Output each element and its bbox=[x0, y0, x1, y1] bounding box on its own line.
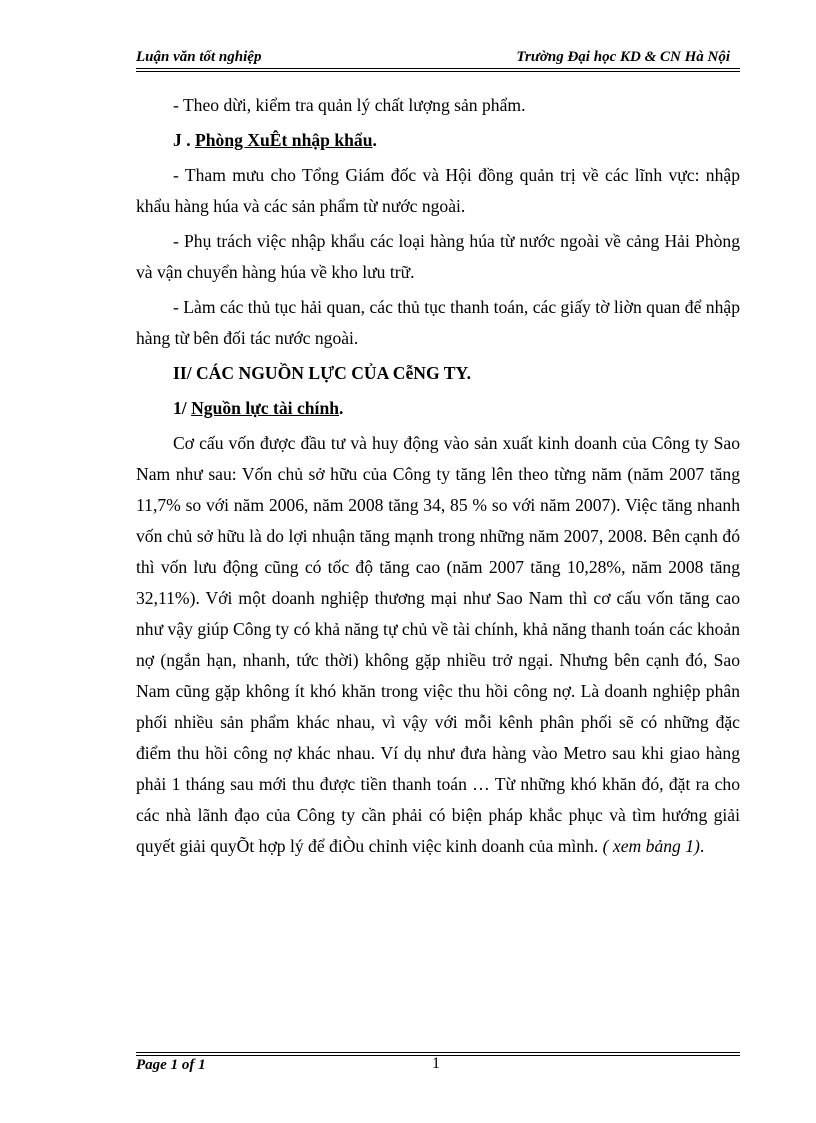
subsection-heading-prefix: 1/ bbox=[173, 398, 192, 418]
section-heading-title: Phòng XuÊt nhập khẩu bbox=[195, 130, 373, 150]
section-heading-suffix: . bbox=[372, 130, 377, 150]
paragraph-customs: - Làm các thủ tục hải quan, các thủ tục thanh toán, các giấy tờ liờn quan để nhập hàng từ bên đối tác nước ngoài. bbox=[136, 297, 740, 348]
paragraph-end-period: . bbox=[699, 836, 705, 856]
header-rule bbox=[136, 71, 740, 72]
section-heading-resources: II/ CÁC NGUỒN LỰC CỦA CễNG TY. bbox=[173, 363, 471, 383]
section-heading-prefix: J . bbox=[173, 130, 195, 150]
subsection-heading-suffix: . bbox=[339, 398, 344, 418]
footer-page-info: Page 1 of 1 bbox=[136, 1057, 206, 1073]
paragraph-advise: - Tham mưu cho Tổng Giám đốc và Hội đồng quản trị về các lĩnh vực: nhập khẩu hàng húa và các sản phẩm từ nước ngoài. bbox=[136, 165, 740, 216]
paragraph-quality-control: - Theo dừi, kiểm tra quản lý chất lượng sản phẩm. bbox=[173, 95, 526, 115]
header-thesis-title: Luận văn tốt nghiệp bbox=[136, 49, 262, 65]
footer-page-number: 1 bbox=[432, 1055, 440, 1072]
paragraph-capital-text: Cơ cấu vốn được đầu tư và huy động vào sản xuất kinh doanh của Công ty Sao Nam như sau: Vốn chủ sở hữu của Công ty tăng lên theo từng năm (năm 2007 tăng 11,7% so với năm 2006, năm 2008 tăng 34, 85 % so với năm 2007). Việc tăng nhanh vốn chủ sở hữu là do lợi nhuận tăng mạnh trong những năm 2007, 2008. Bên cạnh đó thì vốn lưu động cũng có tốc độ tăng cao (năm 2007 tăng 10,28%, năm 2008 tăng 32,11%). Với một doanh nghiệp thương mại như Sao Nam thì cơ cấu vốn tăng cao như vậy giúp Công ty có khả năng tự chủ về tài chính, khả năng thanh toán các khoản nợ (ngắn hạn, nhanh, tức thời) không gặp nhiều trở ngại. Nhưng bên cạnh đó, Sao Nam cũng gặp không ít khó khăn trong việc thu hồi công nợ. Là doanh nghiệp phân phối nhiều sản phẩm khác nhau, vì vậy với mỗi kênh phân phối sẽ có những đặc điểm thu hồi công nợ khác nhau. Ví dụ như đưa hàng vào Metro sau khi giao hàng phải 1 tháng sau mới thu được tiền thanh toán … Từ những khó khăn đó, đặt ra cho các nhà lãnh đạo của Công ty cần phải có biện pháp khắc phục và tìm hướng giải quyết giải quyÕt hợp lý để điÒu chỉnh việc kinh doanh của mình. bbox=[136, 433, 740, 856]
subsection-heading-title: Nguồn lực tài chính bbox=[191, 398, 340, 418]
table-reference: ( xem bảng 1) bbox=[602, 836, 700, 856]
section-heading-import-export bbox=[136, 125, 740, 156]
footer-rule bbox=[136, 1052, 740, 1053]
page-header bbox=[136, 47, 740, 69]
document-body bbox=[136, 90, 740, 862]
paragraph-capital-structure bbox=[136, 428, 740, 862]
header-rule bbox=[136, 68, 740, 69]
subsection-heading-finance bbox=[136, 393, 740, 424]
header-university-name: Trường Đại học KD & CN Hà Nội bbox=[516, 49, 730, 65]
paragraph-import-responsibility: - Phụ trách việc nhập khẩu các loại hàng húa từ nước ngoài về cảng Hải Phòng và vận chuyển hàng húa về kho lưu trữ. bbox=[136, 231, 740, 282]
